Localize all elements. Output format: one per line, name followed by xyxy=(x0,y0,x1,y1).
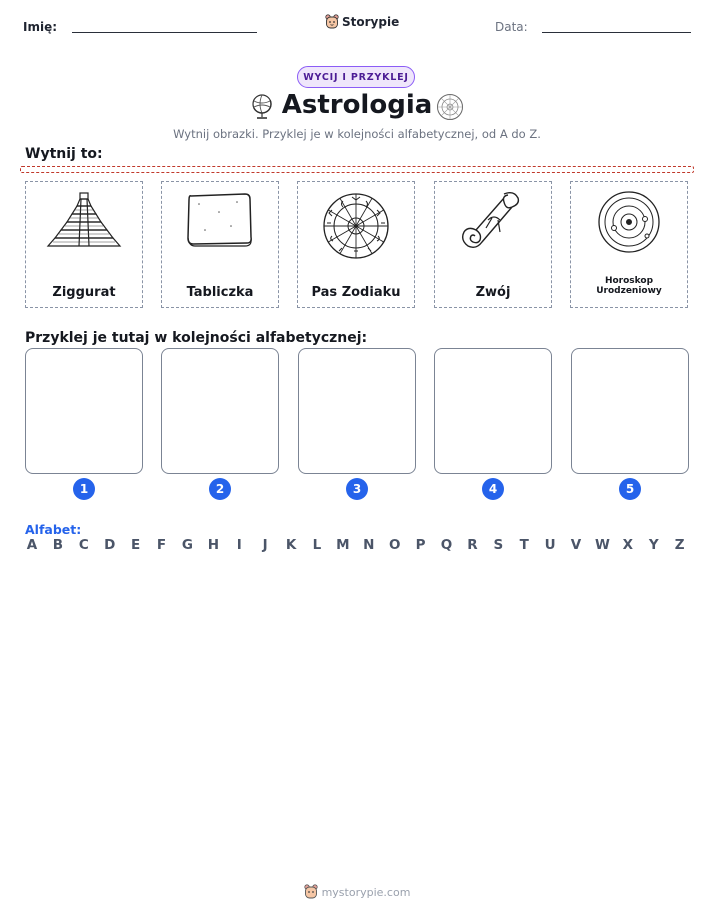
alphabet-letter: G xyxy=(181,537,193,553)
alphabet-letter: D xyxy=(104,537,116,553)
alphabet-heading: Alfabet: xyxy=(25,522,82,537)
alphabet-letter: Z xyxy=(674,537,685,553)
alphabet-letter: T xyxy=(519,537,529,553)
slot-number-badge: 5 xyxy=(619,478,641,500)
slot-number-badge: 2 xyxy=(209,478,231,500)
alphabet-letter: A xyxy=(26,537,38,553)
cut-card-horoscope[interactable] xyxy=(570,181,688,308)
paste-slot-3[interactable] xyxy=(298,348,416,474)
brand-name: Storypie xyxy=(342,15,400,29)
zodiac-chart-icon xyxy=(436,93,464,121)
birth-chart-icon xyxy=(590,190,668,256)
alphabet-letter: R xyxy=(467,537,478,553)
alphabet-letter: K xyxy=(285,537,297,553)
card-label: Horoskop Urodzeniowy xyxy=(596,276,662,296)
name-line[interactable] xyxy=(72,32,257,33)
card-label: Pas Zodiaku xyxy=(311,285,401,300)
card-label: Ziggurat xyxy=(52,285,116,300)
activity-badge: WYCIJ I PRZYKLEJ xyxy=(297,66,415,88)
date-line[interactable] xyxy=(542,32,691,33)
paste-slot-2[interactable] xyxy=(161,348,279,474)
alphabet-letter: S xyxy=(493,537,504,553)
scroll-icon xyxy=(454,190,532,256)
paste-slot-4[interactable] xyxy=(434,348,552,474)
brand-logo xyxy=(325,14,399,30)
paste-slot-5[interactable] xyxy=(571,348,689,474)
storypie-mascot-icon xyxy=(304,884,318,900)
alphabet-letter: Q xyxy=(440,537,453,553)
slot-number-badge: 3 xyxy=(346,478,368,500)
alphabet-letter: M xyxy=(336,537,350,553)
alphabet-letter: V xyxy=(570,537,582,553)
alphabet-letter: C xyxy=(78,537,89,553)
alphabet-letter: E xyxy=(131,537,141,553)
footer-url[interactable]: mystorypie.com xyxy=(321,885,411,899)
date-label: Data: xyxy=(495,20,528,34)
alphabet-letter: N xyxy=(363,537,375,553)
cut-card-zodiac[interactable] xyxy=(297,181,415,308)
storypie-mascot-icon xyxy=(325,14,339,30)
alphabet-letter: U xyxy=(544,537,556,553)
cut-card-scroll[interactable] xyxy=(434,181,552,308)
alphabet-letter: H xyxy=(207,537,219,553)
alphabet-letter: P xyxy=(415,537,426,553)
alphabet-letter: Y xyxy=(648,537,659,553)
slot-number-badge: 4 xyxy=(482,478,504,500)
ziggurat-icon xyxy=(45,190,123,250)
cut-heading: Wytnij to: xyxy=(25,146,103,162)
alphabet-letter: F xyxy=(156,537,167,553)
alphabet-letter: B xyxy=(52,537,64,553)
alphabet-letter: W xyxy=(594,537,610,553)
instructions: Wytnij obrazki. Przyklej je w kolejności alfabetycznej, od A do Z. xyxy=(173,127,541,141)
slot-number-badge: 1 xyxy=(73,478,95,500)
page-title: Astrologia xyxy=(281,90,433,120)
name-label: Imię: xyxy=(23,20,58,34)
alphabet-letter: I xyxy=(236,537,242,553)
alphabet-letter: O xyxy=(388,537,401,553)
alphabet-letter: J xyxy=(262,537,268,553)
footer xyxy=(0,884,714,900)
paste-slot-1[interactable] xyxy=(25,348,143,474)
card-label: Tabliczka xyxy=(186,285,254,300)
zodiac-wheel-icon xyxy=(317,190,395,262)
paste-heading: Przyklej je tutaj w kolejności alfabetycznej: xyxy=(25,330,368,346)
cut-card-tablet[interactable] xyxy=(161,181,279,308)
cut-card-ziggurat[interactable] xyxy=(25,181,143,308)
alphabet-row xyxy=(25,537,687,553)
cut-line xyxy=(20,166,694,173)
alphabet-letter: L xyxy=(312,537,322,553)
alphabet-letter: X xyxy=(622,537,634,553)
card-label: Zwój xyxy=(475,285,511,300)
clay-tablet-icon xyxy=(181,190,259,250)
